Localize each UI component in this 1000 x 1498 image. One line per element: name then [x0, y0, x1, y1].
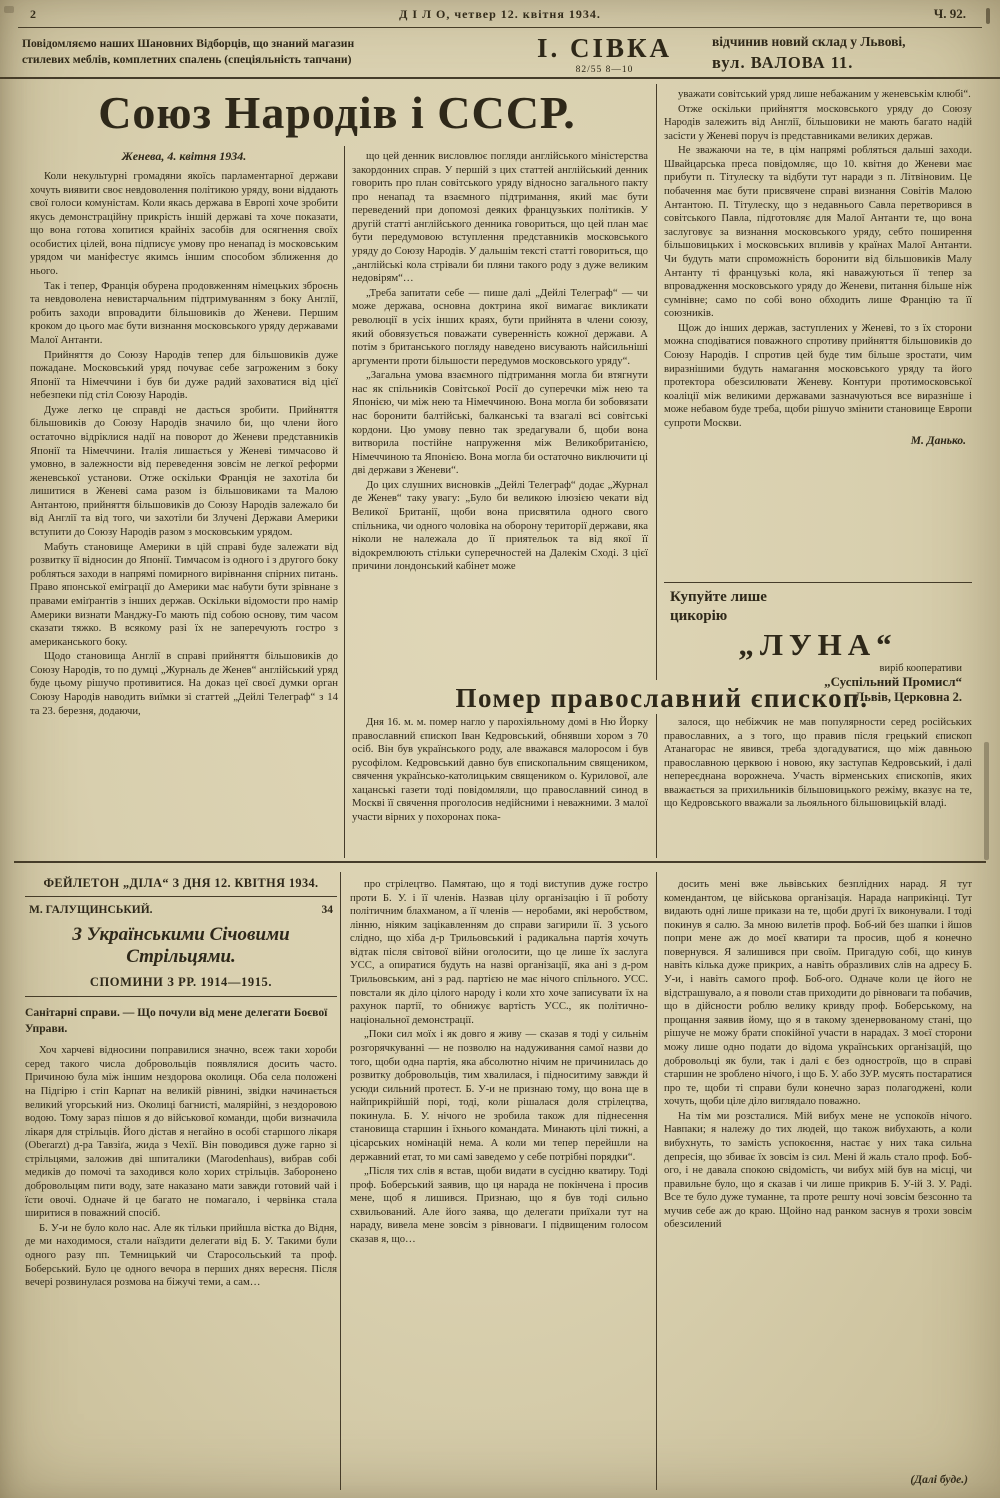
luna-line5: Львів, Церковна 2.	[854, 689, 962, 704]
masthead-rule	[18, 27, 982, 28]
article1-column-1	[30, 170, 338, 856]
article1-column-3-text	[664, 88, 972, 430]
section-rule	[14, 861, 986, 863]
paragraph: уважати совітський уряд лише небажаним у женевськім клюбі“.	[678, 88, 971, 100]
scan-artifact	[984, 742, 989, 860]
column-rule-2	[656, 84, 657, 680]
paragraph: Мабуть становище Америки в цій справі буде залежати від розвитку її відносин до Японії. Тимчасом із одного і з другого боку робляться заходи в напрямі помирного вирівнання спірних питань. Право японської еміграції до Америки має набути бути зрівнане з правами еміґрантів з інших держав. Оскільки відомости про намір Америки визнати Манджу-Го мають під собою основу, тим часом сказати тяжко. В всякому разі їх не заперечують гостро з американського боку.	[30, 540, 338, 648]
paragraph: „Треба запитати себе — пише далі „Дейлі Телеграф“ — чи може держава, основна доктрина якої вимагає викликати революції в усіх інших краях, бути прийнята в члени союзу, який обовязується поважати суверенність кожної держави. А потім з британського погляду наведено висувають найсильніші аргументи проти більшости передумов московського уряду“.	[352, 286, 648, 367]
paragraph: „Після тих слів я встав, щоби видати в сусідню кватиру. Тоді проф. Боберський заявив, що ця нарада не покінчена і просив мене, щоб я лишився. Признаю, що я був тоді сильно схвильований. Але його заява, що делегати приїхали тут на нараду, вивела мене зовсім з рівноваги. І підвищеним голосом сказав я, що…	[350, 1165, 648, 1246]
feuilleton-part-number: 34	[321, 904, 333, 916]
paragraph: Не зважаючи на те, в цім напрямі робляться дальші заходи. Швайцарська преса повідомляє, що 10. квітня до Женеви має прибути п. Тітулеску та відбути тут наради з п. Літвіновим. Це побачення має бути присвячене справі визнання Совітів Малою Антантою. П. Тітулеску, що з недавнього Савла перетворився в совітського Павла, підготовляє для Малої Антанти те, що вона заслуговує за визнання московського уряду, себто поширення більшовицьких і московських впливів у країнах Малої Антанти. Чи будуть мати спроможність боронити від більшовиків Малу Антанту ті французькі кола, які наважуються її тепер за впровадження московського уряду до Женеви, питання більше ніж сумнівне; само по собі воно обходить лише Францію та її союзників.	[664, 144, 972, 320]
paragraph: про стрілецтво. Памятаю, що я тоді виступив дуже гостро проти Б. У. і її членів. Назвав цілу організацію і її роботу політичним блахманом, а її членів — неробами, які неробством, лінню, ніяким зацікавленням до справи загирили її. З усього слідно, що хіба д-р Трильовський і радикальна партія хочуть відтак після світової війни оголосити, що це лише їх заслуга УСС, а опиратися будуть на назві організації, яка ані з д-ром Трильовським, ані з рад. партією не має нічого спільного. УСС. повстали як діло цілого народу і коли хто хоче записувати їх на рахунок партії, то обнижує вартість УСС., як політично-національної демонстрації.	[350, 878, 648, 1026]
paragraph: „Поки сил моїх і як довго я живу — сказав я тоді у сильнім розгорячкуванні — не позволю на надуживання самої назви до того, щоби одна партія, яка абсолютно нічим не причинилась до розвитку добровольців, тим хвалилася, і підноситиму завжди й усюди сильний протест. Б. У-и не признаю тому, що вона ще в найприкрійшій порі, тоді, коли рішалася доля стрілецтва, покинула. Б. У. нічого не зробила також для піднесення становища старшин і їхнього командата. Минають цілі тижні, а цісарських номінацій нема. А коли ми тепер перейшли на державний етат, то ми самі заведемо у себе потрібні порядки“.	[350, 1028, 648, 1163]
ad-right-line2: вул. ВАЛОВА 11.	[712, 53, 854, 72]
luna-line3: виріб кооперативи	[879, 662, 962, 674]
paragraph: Щодо становища Англії в справі прийняття більшовиків до Союзу Народів, то по думці „Журналь де Женев“ англійський уряд буде цьому рішучо противитися. На доказ цеї своєї думки орган Союзу Народів наводить виїмки зі статтей „Дейлі Телеграф“ з 14 та 23. березня, додаючи,	[30, 650, 338, 717]
paragraph: Хоч харчеві відносини поправилися значно, всеж таки хороби серед такого числа добровольців появлялися досить часто. Причиною була між іншим нездорова околиця. Оба села положені на Підгірю і стіп Карпат на великій рівнині, звідки начинається великий угорський низ. Околиці багнисті, малярійні, з нездоровою водою. Тому зараз пішов я до військової команди, щоби визначила лікаря для стрільців. Його дістав я негайно в особі старшого лікаря (Oberarzt) д-ра Тавзіґа, жида з Чехії. Він поводився дуже гарно зі стрільцями, заложив дві шпиталики (Marodenhaus), вибрав собі медиків до помочі та заходився коло хорих стрільців. Заборонено добровольцям пити воду, зате наказано мати завжди готовий чай і їсти овочі. Одначе й це багато не помагало, і червінка стала ширитися в поважний спосіб.	[25, 1044, 337, 1220]
feuilleton-subtitle: СПОМИНИ З РР. 1914—1915.	[25, 975, 337, 997]
luna-line4: „Суспільний Промисл“	[824, 673, 962, 689]
page-number: 2	[30, 7, 36, 21]
masthead	[18, 5, 982, 25]
paragraph: Отже оскільки прийняття московського уряду до Союзу Народів залежить від Англії, більшовики не мають багато надій засісти у Женеві поруч із представниками великих держав.	[664, 102, 972, 142]
luna-advertisement	[664, 588, 972, 704]
ad-text-left	[22, 36, 487, 68]
paragraph: На тім ми розсталися. Мій вибух мене не успокоїв нічого. Навпаки; я належу до тих людей, що також вибухають, а коли вибухнуть, то замість успокоєння, настає у них така сильна депресія, що збиває їх зовсім із сил. Мені й жаль стало проф. Боб-ого, і не давала спокою свідомість, чи вибух мій був на місці, чи правильне було, що я сказав і чи лише прикрив Б. У-ій З. У. Раді. Все те було дуже туманне, та проте решту ночі зовсім безсонно та мучив себе аж до краю. Щойно над ранком заснув я трохи зовсім обезсилений	[664, 1109, 972, 1231]
paragraph: досить мені вже львівських безплідних нарад. Я тут комендантом, це військова організація. Нарада наприкінці. Тут видають одні лише прикази на те, щоби другі їх виконували. І тоді покинув я салю. За мною вилетів проф. Боб-ий без шапки і йшов попри мене аж до моєї кватири та просив, щоб я конечно повернувся. Я залишився при своїм. Пригадую собі, що кинув навіть кілька дуже прикрих, а навіть образливих слів на адресу Б. У-и, і навіть самого проф. Боб-ого. Одначе коли це його не відстрашувало, а я поволи став приходити до рівноваги та побачив, що в дійсности роблю велику кривду проф. Боберському, на прощання заявив йому, що я в такому зденервованому стані, що рішуче не можу брати спокійної участи в нарадах. З моєї сторони можу лише одно подати до відома українських організацій, що добровольці як були, так і далі є без одностроїв, що в справі старшин не зроблено нічого, і що Б. У. або ЗУР. мусять постаратися про те, щоби ті справи були конечно зараз полагоджені, коли хочуть, щоби ціле діло виглядало поважно.	[664, 878, 973, 1108]
luna-line2: цикорію	[670, 607, 728, 624]
feuilleton-column-3-text	[664, 878, 972, 1232]
article1-column-3	[664, 88, 972, 582]
feuilleton-kicker: ФЕЙЛЕТОН „ДІЛА“ З ДНЯ 12. КВІТНЯ 1934.	[25, 872, 337, 897]
top-advertisement	[22, 33, 980, 75]
scan-artifact	[4, 6, 14, 13]
article1-signature: М. Данько.	[910, 435, 966, 448]
to-be-continued: (Далі буде.)	[910, 1474, 968, 1487]
masthead-title: Д І Л О, четвер 12. квітня 1934.	[399, 7, 601, 21]
luna-brand: „ЛУНА“	[738, 626, 898, 662]
issue-number: Ч. 92.	[933, 6, 966, 21]
paragraph: „Загальна умова взаємного підтримання могла би втягнути нас як спільників Совітської Росії до суперечки між нею та Японією, чи між нею та Німеччиною. Вона могла би зобовязати нас боронити балтійські, балканські та взагалі всі совітські кордони. Цю умову певно так зредагували б, щоби вона витворила постійне напруження між Великобританією, Німеччиною та Японією. Вона могла би остаточно виключити ці дві держави з Женеви“.	[352, 369, 648, 477]
feuilleton-lede: Санітарні справи. — Що почули від мене делегати Боєвої Управи.	[25, 1006, 328, 1035]
column-rule-2b	[656, 714, 657, 858]
article1-column-2	[352, 150, 648, 680]
ad-brand-name: І. СІВКА	[536, 33, 673, 63]
feuilleton-author: М. ГАЛУЩИНСЬКИЙ.	[29, 904, 153, 916]
ad-left-line2: стилевих меблів, комплетних спалень (спеціяльність тапчани)	[22, 53, 352, 67]
article2-column-1	[352, 716, 648, 856]
paragraph: Дуже легко це справді не дасться зробити. Прийняття більшовиків до Союзу Народів значило би, що члени його остаточно відріклися надії на поворот до Женеви представників Японії та Німеччини. Італія лишається у Женеві тимчасово й умовно, в залежности від переведення зовсім не легкої реформи женевської установи. Отже оскільки Франція не захотіла би лишитися в Женеві сама разом із більшовиками та Малою Антантою, прийняття більшовиків до Союзу Народів залежало би від Англії та від того, чи захотіли би Злучені Держави Америки вступити до Союзу Народів разом з московським урядом.	[30, 403, 338, 539]
feuilleton-column-1	[25, 872, 337, 1490]
feuilleton-column-rule-2	[656, 872, 657, 1490]
paragraph: Коли некультурні громадяни якоїсь парламентарної держави хочуть виявити своє невдоволення політикою уряду, вони віддають свої голоси комуністам. Коли якась держава в Европі хоче зробити якусь демонстраційну прикрість іншій державі та хоче показати, що вона готова хопитися крайніх засобів для осягнення своїх особистих цілей, вона підписує умову про ненапад із московським урядом чи маніфестує якимсь іншим способом зближення до нього.	[30, 170, 338, 278]
paragraph: До цих слушних висновків „Дейлі Телеграф“ додає „Журнал де Женев“ таку увагу: „Було би великою ілюзією чекати від Великої Британії, щоби вона присвятила одного свого спільника, чи одного чоловіка на оборону території держави, яка ніколи не належала до її приятельок та від якої її відокремлюють стільки суперечностей на Далекім Сході. З цієї причини лондонський кабінет може	[352, 478, 648, 573]
article1-headline: Союз Народів і СССР.	[98, 87, 576, 138]
paragraph: Щож до інших держав, заступлених у Женеві, то з їх сторони можна сподіватися поважного спротиву прийняття більшовиків до Союзу Народів. І спротив цей буде тим більше зростати, чим виразнішими будуть намагання московського уряду та його протектора обезсилювати Женеву. Контури протимосковської коаліції між великими державами зазначуються все виразніше і може небавом буде треба, щоби рішучо змінити становище Европи супроти Москви.	[664, 321, 972, 429]
ad-brand-note: 82/55 8—10	[575, 65, 634, 75]
scan-artifact	[986, 8, 990, 24]
ad-brand-block	[497, 33, 712, 75]
article2-column-2	[664, 716, 972, 856]
luna-line1: Купуйте лише	[670, 589, 767, 605]
paragraph: Б. У-и не було коло нас. Але як тільки прийшла вістка до Відня, де ми находимося, стали наїздити делегати від Б. У. Такими були одного разу пп. Темницький чи Старосольський та проф. Боберський. Було це одного вечора в перших днях вересня. Після вечері розвинулася розмова на біжучі теми, а сам…	[25, 1221, 337, 1289]
ad-text-right	[712, 34, 980, 73]
luna-top-rule	[664, 582, 972, 583]
ad-left-line1: Повідомляємо наших Шановних Відборців, що знаний магазин	[22, 37, 355, 50]
ad-right-line1: відчинив новий склад у Львові,	[712, 34, 906, 49]
paragraph: що цей денник висловлює погляди англійського міністерства закордонних справ. У першій з цих статтей англійський денник говорить про план совітського уряду відносно загального пакту про ненапад та взаємного підтримання, який має бути переведений при допомозі деяких французьких політиків. У другій статті англійського денника говориться, що цей план має бути передумовою вступлення представників московського уряду до Союзу Народів. У дальшім тексті статті говориться, що „англійські кола стрівали би пляни такого роду з дуже великим недовірям“…	[352, 150, 648, 285]
feuilleton-column-2	[350, 878, 648, 1490]
feuilleton-author-row	[25, 897, 337, 918]
paragraph: залося, що небіжчик не мав популярности серед російських православних, а з того, що правив після грецький єпископ Атанагорас не явився, треба здогадуватися, що між давньою православною церквою і новою, яку заступав Кедровський, і далі непереєднана ворожнеча. Участь вірменських єпископів, яких вважається за прихильників більшовицького режіму, вказує на те, що Кедровського вважали за льояльного більшовицькій владі.	[664, 716, 972, 810]
feuilleton-column-rule-1	[340, 872, 341, 1490]
feuilleton-column-3	[664, 878, 972, 1490]
feuilleton-column-1-text	[25, 1044, 337, 1289]
article2-headline: Помер православний єпископ.	[455, 683, 869, 713]
article1-dateline: Женева, 4. квітня 1934.	[121, 149, 247, 163]
paragraph: Так і тепер, Франція обурена продовженням німецьких зброєнь та невдоволена невистарчальним підтримуванням з боку Англії, робить заходи впровадити більшовиків до Женеви. Першим кроком до цього має бути визнання московського уряду державами Малої Антанти.	[30, 279, 338, 346]
paragraph: Дня 16. м. м. помер нагло у парохіяльному домі в Ню Йорку православний єпископ Іван Кедровський, обнявши хором з 70 осіб. Він був українського роду, але вважався малоросом і був русофілом. Кедровський давно був єпископальним священиком, свячення українсько-католицьким священиком о. Курилової, але хацанські газети тоді повідомляли, що православний синод в Москві її свячення проголосив недійсними і неважними. З малої участи вірних у похоронах пока-	[352, 716, 648, 824]
paragraph: Прийняття до Союзу Народів тепер для більшовиків дуже пожадане. Московський уряд почуває себе загроженим з боку Японії та Німеччини і був би дуже радий заховатися від цієї небезпеки під стіл Союзу Народів.	[30, 348, 338, 402]
column-rule-1	[344, 146, 345, 858]
feuilleton-title: З Українськими Січовими Стрільцями.	[72, 924, 290, 967]
ad-bottom-rule	[0, 77, 1000, 79]
